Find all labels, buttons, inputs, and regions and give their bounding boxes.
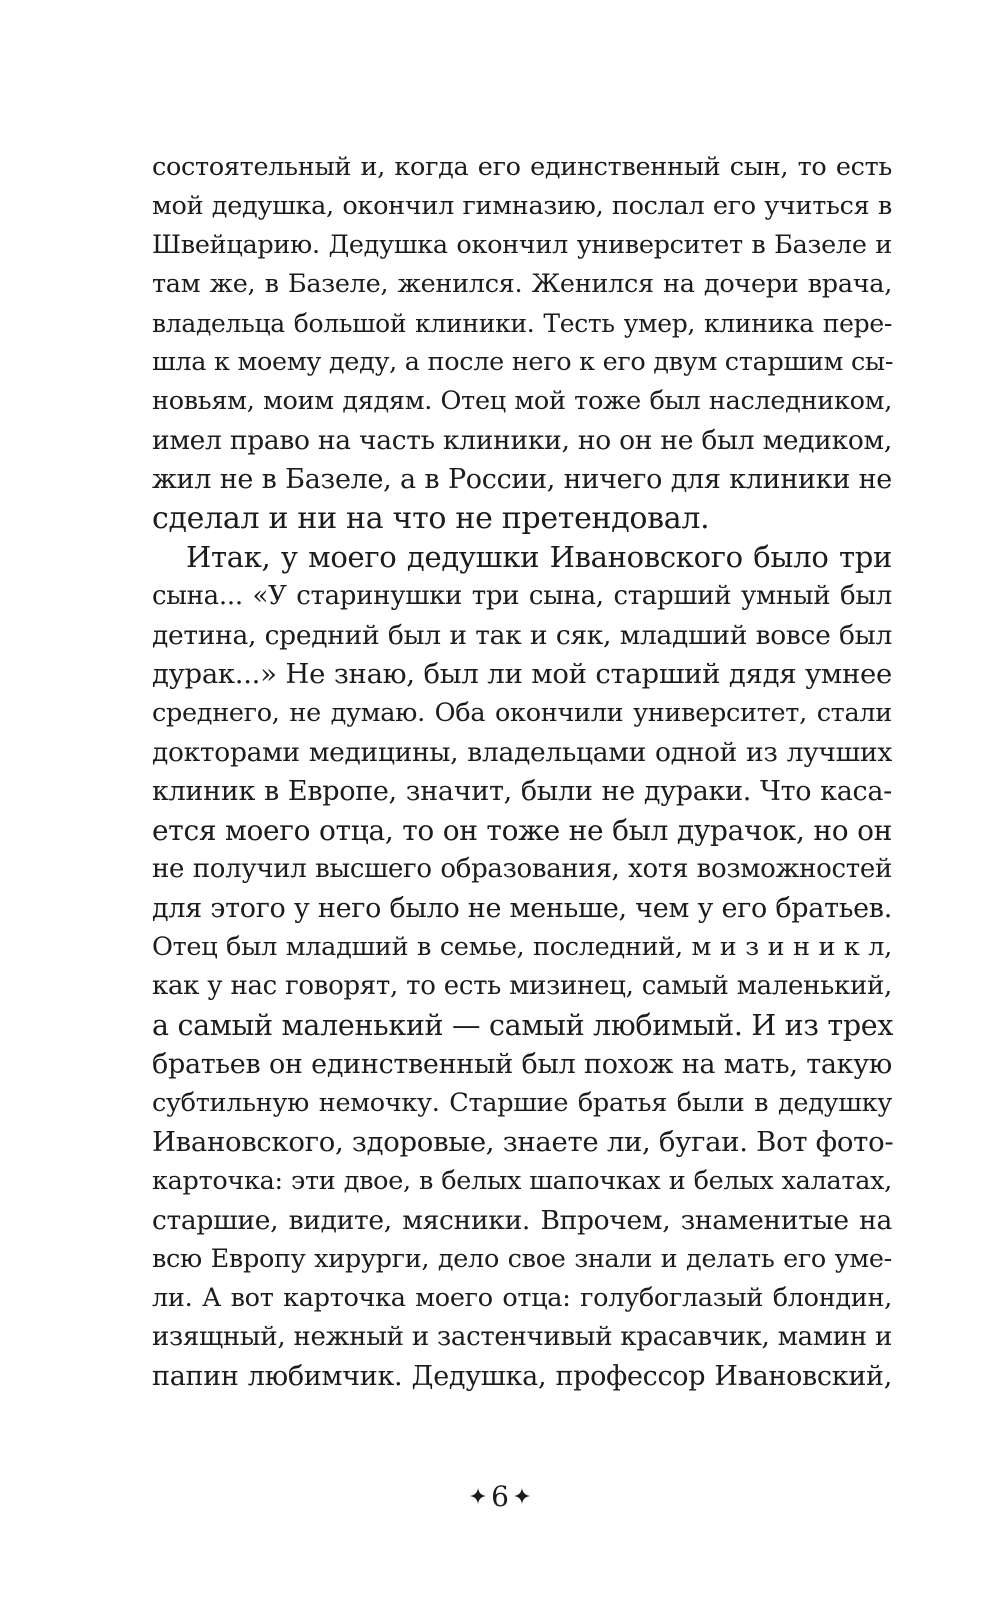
text-line: а самый маленький — самый любимый. И из трех bbox=[152, 1009, 894, 1042]
text-line: ли. А вот карточка моего отца: голубоглазый блондин, bbox=[152, 1283, 892, 1313]
text-line: дурак...» Не знаю, был ли мой старший дядя умнее bbox=[152, 658, 892, 690]
text-line: сделал и ни на что не претендовал. bbox=[152, 501, 710, 536]
text-line: карточка: эти двое, в белых шапочках и белых халатах, bbox=[152, 1166, 892, 1196]
text-line: братьев он единственный был похож на мать, такую bbox=[152, 1049, 892, 1080]
text-line: не получил высшего образования, хотя возможностей bbox=[152, 854, 892, 884]
text-line: шла к моему деду, а после него к его двум старшим сы- bbox=[152, 347, 894, 377]
text-line: жил не в Базеле, а в России, ничего для клиники не bbox=[152, 464, 892, 495]
text-line: новьям, моим дядям. Отец мой тоже был наследником, bbox=[152, 386, 892, 416]
paragraph-2 bbox=[152, 538, 892, 1396]
text-line: всю Европу хирурги, дело свое знали и делать его уме- bbox=[152, 1244, 892, 1274]
body-text bbox=[152, 148, 892, 1396]
text-line: как у нас говорят, то есть мизинец, самый маленький, bbox=[152, 971, 892, 1001]
text-line: Ивановского, здоровые, знаете ли, бугаи. Вот фото- bbox=[152, 1126, 894, 1158]
text-line: ется моего отца, то он тоже не был дурачок, но он bbox=[152, 814, 892, 847]
text-line: Итак, у моего дедушки Ивановского было три bbox=[186, 540, 892, 574]
text-line: докторами медицины, владельцами одной из лучших bbox=[152, 737, 892, 768]
text-line: там же, в Базеле, женился. Женился на дочери врача, bbox=[152, 269, 892, 299]
ornament-diamond-icon bbox=[469, 1487, 487, 1505]
paragraph-1 bbox=[152, 148, 892, 538]
text-line: детина, средний был и так и сяк, младший вовсе был bbox=[152, 620, 892, 651]
page-footer bbox=[0, 1476, 1000, 1516]
text-line: Отец был младший в семье, последний, м и з и н и к л, bbox=[152, 932, 892, 962]
ornament-diamond-icon bbox=[513, 1487, 531, 1505]
text-line: сына... «У старинушки три сына, старший умный был bbox=[152, 581, 892, 611]
text-line: для этого у него было не меньше, чем у его братьев. bbox=[152, 893, 892, 924]
text-line: субтильную немочку. Старшие братья были в дедушку bbox=[152, 1088, 892, 1118]
text-line: среднего, не думаю. Оба окончили университет, стали bbox=[152, 698, 892, 728]
text-line: изящный, нежный и застенчивый красавчик, мамин и bbox=[152, 1322, 892, 1352]
text-line: владельца большой клиники. Тесть умер, клиника пере- bbox=[152, 309, 892, 338]
text-line: состоятельный и, когда его единственный сын, то есть bbox=[152, 152, 892, 182]
text-line: старшие, видите, мясники. Впрочем, знаменитые на bbox=[152, 1205, 892, 1236]
page-number: 6 bbox=[491, 1479, 509, 1513]
text-line: имел право на часть клиники, но он не был медиком, bbox=[152, 425, 892, 456]
text-line: мой дедушка, окончил гимназию, послал его учиться в bbox=[152, 191, 892, 221]
text-line: клиник в Европе, значит, были не дураки. Что каса- bbox=[152, 776, 892, 807]
text-line: папин любимчик. Дедушка, профессор Ивановский, bbox=[152, 1361, 892, 1392]
text-line: Швейцарию. Дедушка окончил университет в Базеле и bbox=[152, 230, 892, 260]
